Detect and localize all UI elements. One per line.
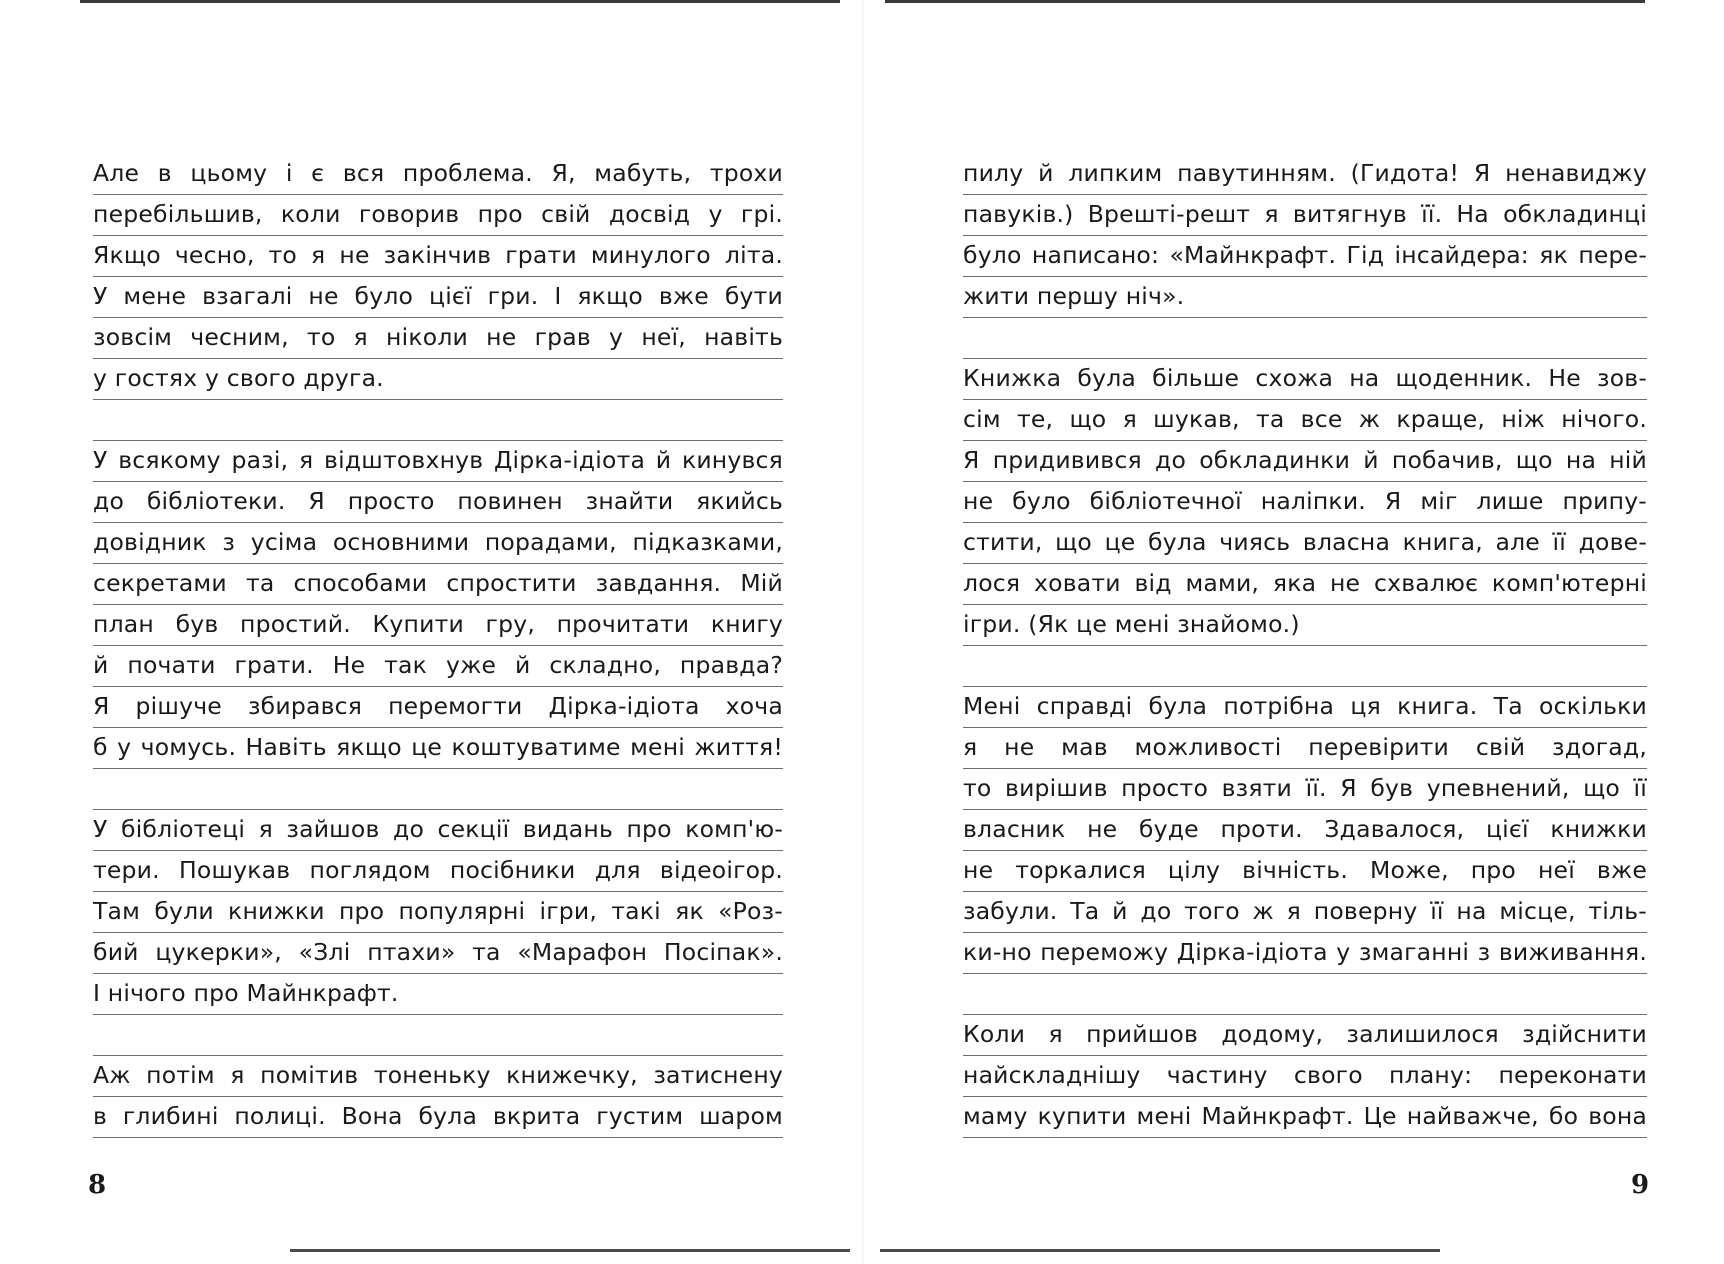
text-line: Я придивився до обкладинки й побачив, що на ній xyxy=(963,441,1647,482)
text-line: Книжка була більше схожа на щоденник. Не зов- xyxy=(963,359,1647,400)
text-line: Там були книжки про популярні ігри, такі як «Роз- xyxy=(93,892,783,933)
blank-ruled-line xyxy=(93,1015,783,1056)
text-line: у гостях у свого друга. xyxy=(93,359,783,400)
page-number-right: 9 xyxy=(1631,1170,1650,1200)
text-line: я не мав можливості перевірити свій здогад, xyxy=(963,728,1647,769)
text-line: маму купити мені Майнкрафт. Це найважче, бо вона xyxy=(963,1097,1647,1138)
right-page xyxy=(963,154,1647,1138)
blank-ruled-line xyxy=(963,974,1647,1015)
text-line: сім те, що я шукав, та все ж краще, ніж нічого. xyxy=(963,400,1647,441)
book-gutter xyxy=(862,0,864,1264)
text-line: секретами та способами спростити завдання. Мій xyxy=(93,564,783,605)
text-line: найскладнішу частину свого плану: переконати xyxy=(963,1056,1647,1097)
left-page xyxy=(93,154,783,1138)
text-line: б у чомусь. Навіть якщо це коштуватиме мені життя! xyxy=(93,728,783,769)
text-line: не було бібліотечної наліпки. Я міг лише припу- xyxy=(963,482,1647,523)
bottom-edge-shadow-right xyxy=(880,1249,1440,1252)
blank-ruled-line xyxy=(963,646,1647,687)
text-line: Мені справді була потрібна ця книга. Та оскільки xyxy=(963,687,1647,728)
text-line: У мене взагалі не було цієї гри. І якщо вже бути xyxy=(93,277,783,318)
top-edge-shadow-left xyxy=(80,0,840,3)
text-line: власник не буде проти. Здавалося, цієї книжки xyxy=(963,810,1647,851)
text-line: й почати грати. Не так уже й складно, правда? xyxy=(93,646,783,687)
text-line: павуків.) Врешті-решт я витягнув її. На обкладинці xyxy=(963,195,1647,236)
text-line: ки-но переможу Дірка-ідіота у змаганні з виживання. xyxy=(963,933,1647,974)
text-line: жити першу ніч». xyxy=(963,277,1647,318)
text-line: зовсім чесним, то я ніколи не грав у неї, навіть xyxy=(93,318,783,359)
text-line: стити, що це була чиясь власна книга, але її дове- xyxy=(963,523,1647,564)
text-line: У бібліотеці я зайшов до секції видань про комп'ю- xyxy=(93,810,783,851)
text-line: перебільшив, коли говорив про свій досвід у грі. xyxy=(93,195,783,236)
text-line: Я рішуче збирався перемогти Дірка-ідіота хоча xyxy=(93,687,783,728)
text-line: У всякому разі, я відштовхнув Дірка-ідіота й кинувся xyxy=(93,441,783,482)
blank-ruled-line xyxy=(93,400,783,441)
blank-ruled-line xyxy=(93,769,783,810)
blank-ruled-line xyxy=(963,318,1647,359)
text-line: І нічого про Майнкрафт. xyxy=(93,974,783,1015)
text-line: Аж потім я помітив тоненьку книжечку, затиснену xyxy=(93,1056,783,1097)
text-line: ігри. (Як це мені знайомо.) xyxy=(963,605,1647,646)
text-line: план був простий. Купити гру, прочитати книгу xyxy=(93,605,783,646)
text-line: то вирішив просто взяти її. Я був упевнений, що її xyxy=(963,769,1647,810)
bottom-edge-shadow-left xyxy=(290,1249,850,1252)
page-number-left: 8 xyxy=(88,1170,107,1200)
text-line: в глибині полиці. Вона була вкрита густим шаром xyxy=(93,1097,783,1138)
text-line: до бібліотеки. Я просто повинен знайти якийсь xyxy=(93,482,783,523)
text-line: Коли я прийшов додому, залишилося здійснити xyxy=(963,1015,1647,1056)
text-line: Але в цьому і є вся проблема. Я, мабуть, трохи xyxy=(93,154,783,195)
text-line: пилу й липким павутинням. (Гидота! Я ненавиджу xyxy=(963,154,1647,195)
text-line: довідник з усіма основними порадами, підказками, xyxy=(93,523,783,564)
top-edge-shadow-right xyxy=(885,0,1645,3)
text-line: лося ховати від мами, яка не схвалює комп'ютерні xyxy=(963,564,1647,605)
text-line: тери. Пошукав поглядом посібники для відеоігор. xyxy=(93,851,783,892)
text-line: було написано: «Майнкрафт. Гід інсайдера: як пере- xyxy=(963,236,1647,277)
text-line: не торкалися цілу вічність. Може, про неї вже xyxy=(963,851,1647,892)
text-line: забули. Та й до того ж я поверну її на місце, тіль- xyxy=(963,892,1647,933)
text-line: бий цукерки», «Злі птахи» та «Марафон Посіпак». xyxy=(93,933,783,974)
text-line: Якщо чесно, то я не закінчив грати минулого літа. xyxy=(93,236,783,277)
